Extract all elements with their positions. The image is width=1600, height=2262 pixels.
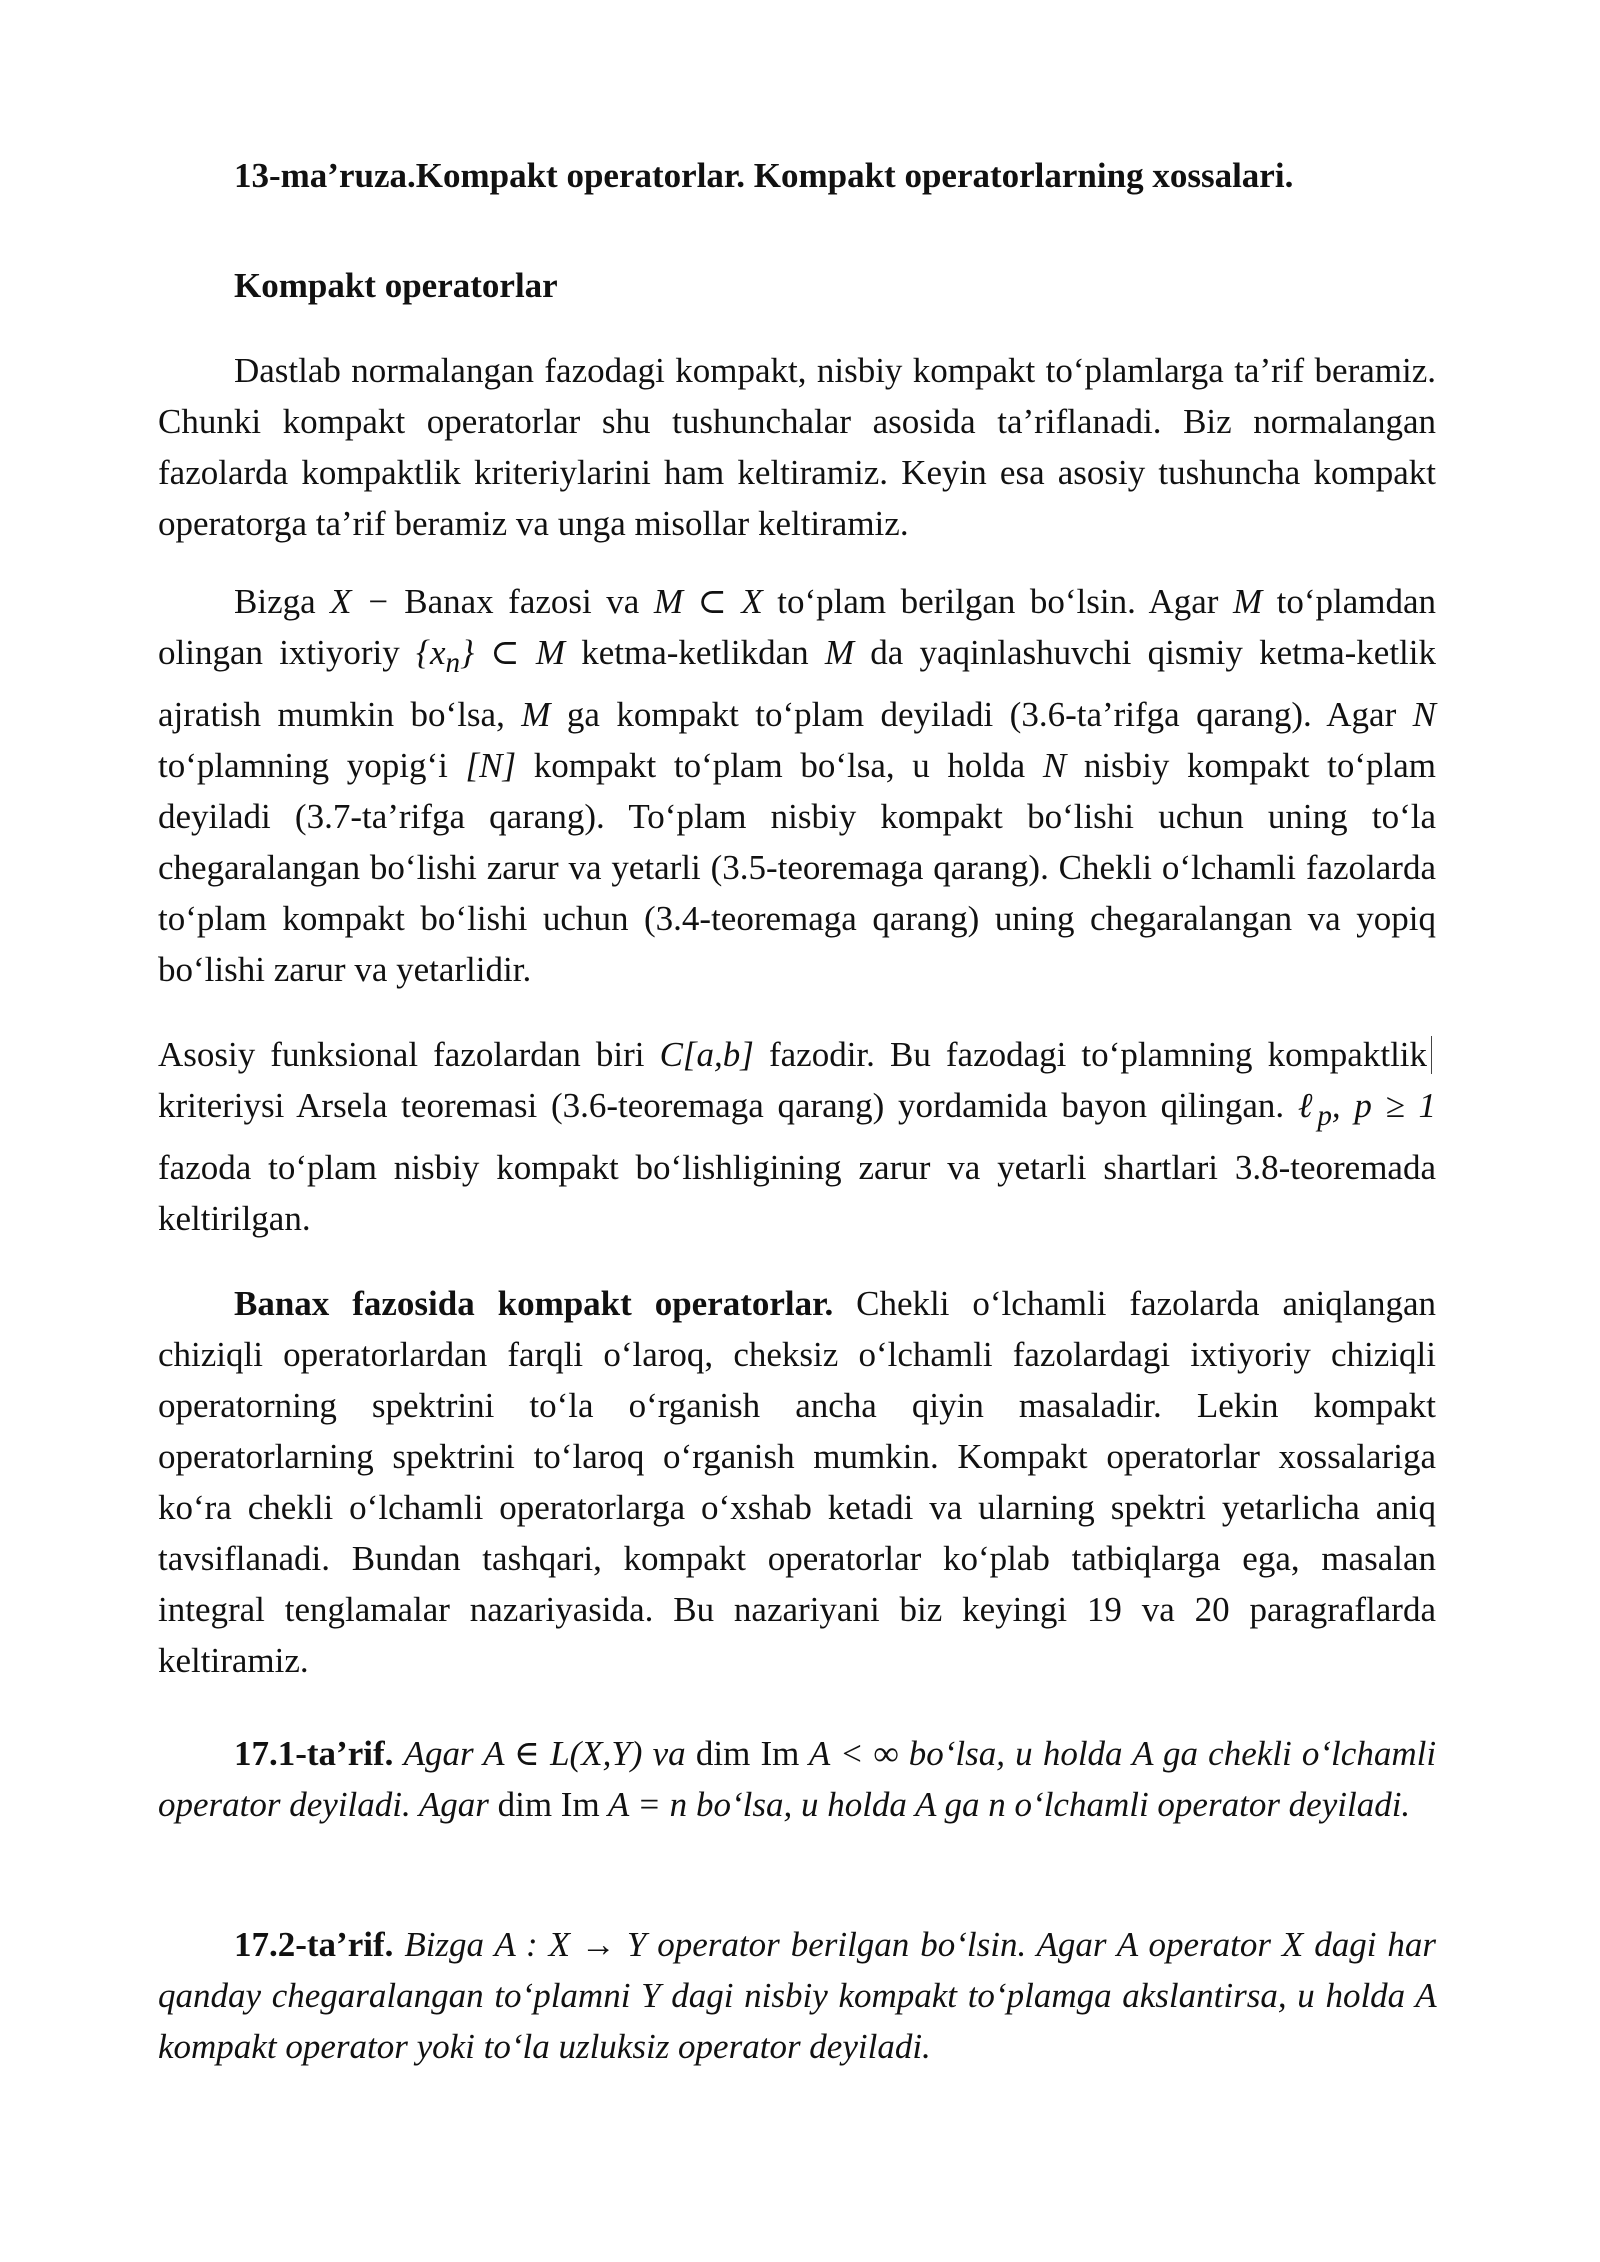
math-part: {x bbox=[415, 633, 446, 672]
math-subscript: p bbox=[1317, 1100, 1332, 1132]
text-span: fazodir. Bu fazodagi to‘plamning kompaktlik bbox=[768, 1035, 1428, 1074]
text-span: ga bbox=[944, 1785, 980, 1824]
text-span: operator berilgan bo‘lsin. Agar bbox=[657, 1925, 1107, 1964]
section-heading: Kompakt operatorlar bbox=[234, 266, 558, 305]
math-m: M bbox=[521, 695, 551, 734]
text-span: to‘plam berilgan bo‘lsin. Agar bbox=[777, 582, 1219, 621]
math-part: } ⊂ M bbox=[460, 633, 566, 672]
math-operator-a: A : X → Y bbox=[494, 1925, 647, 1964]
text-span: to‘plamning yopig‘i bbox=[158, 746, 448, 785]
text-span: Asosiy funksional fazolardan biri bbox=[158, 1035, 645, 1074]
math-eq-n: A = n bbox=[607, 1785, 688, 1824]
paragraph-intro: Dastlab normalangan fazodagi kompakt, nisbiy kompakt to‘plamlarga ta’rif beramiz. Chunki kompakt operatorlar shu tushunchalar asosida ta’riflanadi. Biz normalangan fazolarda kompaktlik kriteriylarini ham keltiramiz. Keyin esa asosiy tushuncha kompakt operatorga ta’rif beramiz va unga misollar keltiramiz. bbox=[158, 351, 1436, 543]
text-span: Bizga bbox=[234, 582, 316, 621]
paragraph-compact-sets bbox=[158, 576, 1436, 995]
text-span: Chekli o‘lchamli fazolarda aniqlangan chiziqli operatorlardan farqli o‘laroq, cheksiz o‘lchamli fazolardagi ixtiyoriy chiziqli operatorning spektrini to‘la o‘rganish ancha qiyin masaladir. Lekin kompakt operatorlarning spektrini to‘laroq o‘rganish mumkin. Kompakt operatorlar xossalariga ko‘ra chekli o‘lchamli operatorlarga o‘xshab ketadi va ularning spektri yetarlicha aniq tavsiflanadi. Bundan tashqari, kompakt operatorlar ko‘plab tatbiqlarga ega, masalan integral tenglamalar nazariyasida. Bu nazariyani biz keyingi 19 va 20 paragraflarda keltiramiz. bbox=[158, 1284, 1437, 1680]
text-span: ga chekli o‘lchamli operator deyiladi. Agar bbox=[158, 1734, 1437, 1824]
math-a-in-l: A ∈ L(X,Y) bbox=[483, 1734, 643, 1773]
definition-17-2 bbox=[158, 1919, 1436, 2072]
math-sequence bbox=[415, 633, 566, 679]
math-m: M bbox=[824, 633, 855, 672]
text-span: Bizga bbox=[404, 1925, 485, 1964]
text-span: bo‘lsa, u holda bbox=[908, 1734, 1123, 1773]
definition-label: 17.2-ta’rif. bbox=[234, 1925, 394, 1964]
math-a: A bbox=[1116, 1925, 1138, 1964]
text-span: bo‘lsa, u holda bbox=[695, 1785, 907, 1824]
text-span: va bbox=[652, 1734, 686, 1773]
text-span: to‘plamdan olingan ixtiyoriy bbox=[158, 582, 1437, 672]
paragraph-function-spaces bbox=[158, 1029, 1436, 1244]
math-n: n bbox=[988, 1785, 1006, 1824]
math-dim-im: dim Im bbox=[695, 1734, 800, 1773]
math-lp-space bbox=[1297, 1086, 1436, 1132]
text-span: operator bbox=[1148, 1925, 1271, 1964]
math-m: M bbox=[1232, 582, 1263, 621]
definition-label: 17.1-ta’rif. bbox=[234, 1734, 394, 1773]
text-span: ketma-ketlikdan bbox=[581, 633, 809, 672]
text-span: dagi nisbiy kompakt to‘plamga akslantirsa, u holda bbox=[671, 1976, 1406, 2015]
subheading-banach-compact: Banax fazosida kompakt operatorlar. bbox=[234, 1284, 834, 1323]
text-cursor bbox=[1431, 1036, 1432, 1074]
text-span: Banax fazosi va bbox=[404, 582, 640, 621]
paragraph-compact-operators bbox=[158, 1278, 1436, 1686]
math-finite: A < ∞ bbox=[808, 1734, 899, 1773]
text-span: kompakt operator yoki to‘la uzluksiz operator deyiladi. bbox=[158, 2027, 931, 2066]
math-n: N bbox=[1042, 746, 1067, 785]
math-subscript: n bbox=[445, 647, 461, 679]
math-dim-im: dim Im bbox=[497, 1785, 600, 1824]
math-a: A bbox=[915, 1785, 936, 1824]
math-y: Y bbox=[641, 1976, 661, 2015]
math-part: ℓ bbox=[1297, 1086, 1318, 1125]
text-span: o‘lchamli operator deyiladi. bbox=[1014, 1785, 1411, 1824]
math-c-ab: C[a,b] bbox=[659, 1035, 754, 1074]
text-span: kompakt to‘plam bo‘lsa, u holda bbox=[533, 746, 1026, 785]
math-a: A bbox=[1415, 1976, 1436, 2015]
text-span: da yaqinlashuvchi qismiy ketma-ketlik ajratish mumkin bo‘lsa, bbox=[158, 633, 1437, 734]
text-span: ga kompakt to‘plam deyiladi (3.6-ta’rifga qarang). Agar bbox=[566, 695, 1397, 734]
math-a: A bbox=[1132, 1734, 1153, 1773]
math-m-subset-x: M ⊂ X bbox=[653, 582, 763, 621]
text-span: fazoda to‘plam nisbiy kompakt bo‘lishligining zarur va yetarli shartlari 3.8-teoremada keltirilgan. bbox=[158, 1148, 1436, 1238]
math-x: X − bbox=[330, 582, 390, 621]
definition-17-1 bbox=[158, 1728, 1436, 1830]
text-span: Agar bbox=[403, 1734, 474, 1773]
math-x: X bbox=[1281, 1925, 1304, 1964]
text-span: nisbiy kompakt to‘plam deyiladi (3.7-ta’rifga qarang). To‘plam nisbiy kompakt bo‘lishi uchun uning to‘la chegaralangan bo‘lishi zarur va yetarli (3.5-teoremaga qarang). Chekli o‘lchamli fazolarda to‘plam kompakt bo‘lishi uchun (3.4-teoremaga qarang) uning chegaralangan va yopiq bo‘lishi zarur va yetarlidir. bbox=[158, 746, 1437, 989]
text-span: dagi har qanday chegaralangan to‘plamni bbox=[158, 1925, 1437, 2015]
math-part: , p ≥ 1 bbox=[1331, 1086, 1436, 1125]
lecture-title: 13-ma’ruza.Kompakt operatorlar. Kompakt operatorlarning xossalari. bbox=[234, 156, 1294, 195]
math-closure-n: [N] bbox=[465, 746, 517, 785]
math-n: N bbox=[1412, 695, 1437, 734]
text-span: kriteriysi Arsela teoremasi (3.6-teoremaga qarang) yordamida bayon qilingan. bbox=[158, 1086, 1285, 1125]
